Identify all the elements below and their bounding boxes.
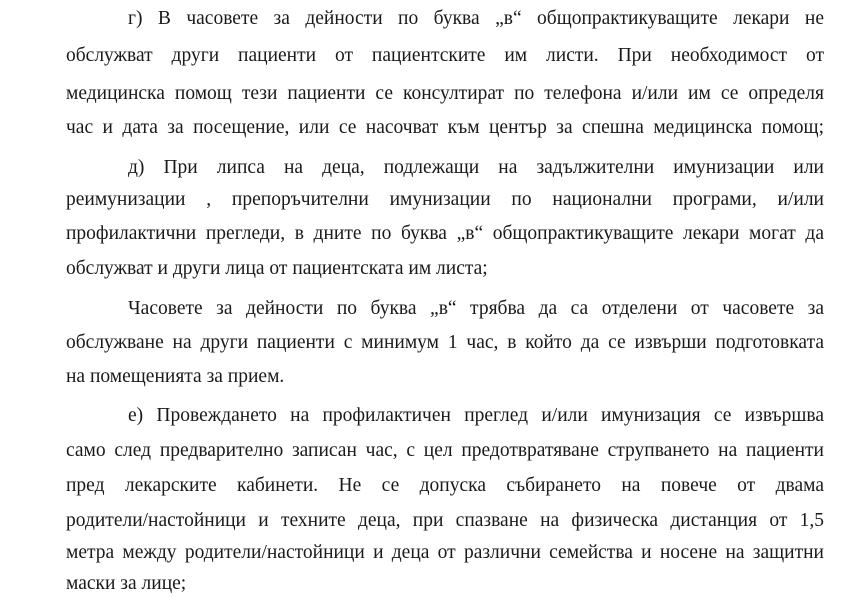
paragraph-hours-line-1: Часовете за дейности по буква „в“ трябва да са отделени от часовете за xyxy=(128,298,824,319)
paragraph-d-line-1: д) При липса на деца, подлежащи на задължителни имунизации или xyxy=(128,157,824,178)
paragraph-g-line-1: г) В часовете за дейности по буква „в“ общопрактикуващите лекари не xyxy=(128,8,824,29)
paragraph-e-line-6: маски за лице; xyxy=(66,573,187,594)
paragraph-g-line-4: час и дата за посещение, или се насочват към център за спешна медицинска помощ; xyxy=(66,117,824,138)
paragraph-e-line-2: само след предварително записан час, с цел предотвратяване струпването на пациенти xyxy=(66,440,824,461)
paragraph-e-line-4: родители/настойници и техните деца, при спазване на физическа дистанция от 1,5 xyxy=(66,510,824,531)
paragraph-g-line-2: обслужват други пациенти от пациентските им листи. При необходимост от xyxy=(66,45,824,66)
paragraph-d-line-3: профилактични прегледи, в дните по буква „в“ общопрактикуващите лекари могат да xyxy=(66,223,824,244)
paragraph-g-line-3: медицинска помощ тези пациенти се консултират по телефона и/или им се определя xyxy=(66,83,824,104)
paragraph-hours-line-2: обслужване на други пациенти с минимум 1 час, в който да се извърши подготовката xyxy=(66,332,824,353)
paragraph-e-line-3: пред лекарските кабинети. Не се допуска събирането на повече от двама xyxy=(66,475,824,496)
paragraph-hours-line-3: на помещенията за прием. xyxy=(66,366,285,387)
paragraph-d-line-2: реимунизации , препоръчителни имунизации по национални програми, и/или xyxy=(66,189,824,210)
paragraph-e-line-1: е) Провеждането на профилактичен преглед и/или имунизация се извършва xyxy=(128,405,824,426)
paragraph-e-line-5: метра между родители/настойници и деца от различни семейства и носене на защитни xyxy=(66,542,824,563)
paragraph-d-line-4: обслужват и други лица от пациентската им листа; xyxy=(66,258,488,279)
